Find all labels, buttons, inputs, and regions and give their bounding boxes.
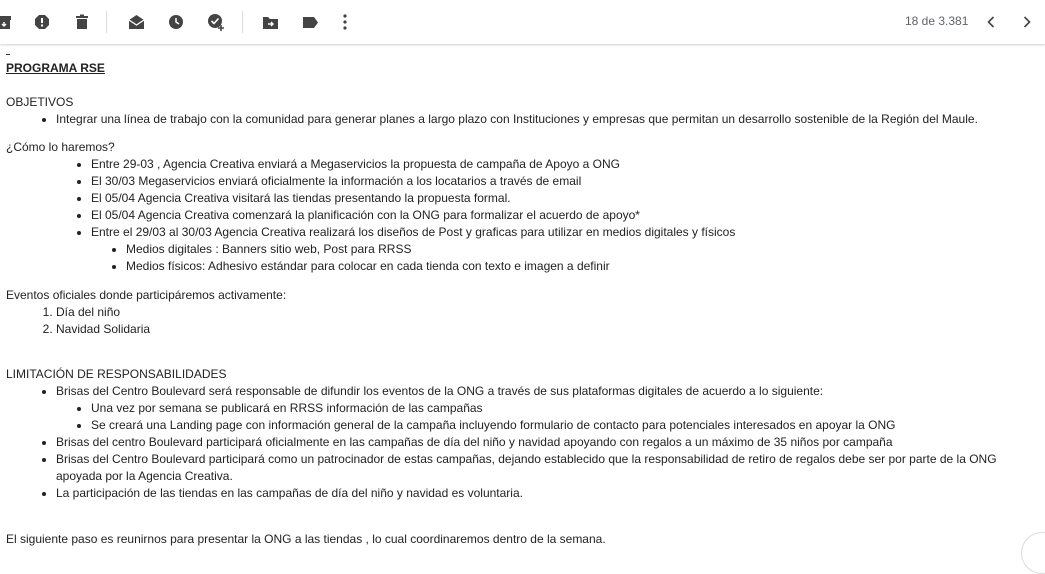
list-item: • El 05/04 Agencia Creativa visitará las tiendas presentando la propuesta formal. xyxy=(91,190,1036,207)
list-item: • Brisas del Centro Boulevard participará como un patrocinador de estas campañas, dejando establecido que la responsabilidad de retiro de regalos debe ser por parte de la ONG apoyada por la Agencia Creativa. xyxy=(56,451,1036,485)
delete-icon[interactable] xyxy=(72,12,92,32)
list-item: 2. Navidad Solidaria xyxy=(56,321,1036,338)
list-item: • Integrar una línea de trabajo con la comunidad para generar planes a largo plazo con Instituciones y empresas que permitan un desarrollo sostenible de la Región del Maule. xyxy=(56,111,1036,128)
limitacion-list xyxy=(6,383,1036,502)
snooze-icon[interactable] xyxy=(166,12,186,32)
add-task-icon[interactable] xyxy=(206,12,226,32)
list-item: • El 05/04 Agencia Creativa comenzará la planificación con la ONG para formalizar el acuerdo de apoyo* xyxy=(91,207,1036,224)
list-item: • Una vez por semana se publicará en RRSS información de las campañas xyxy=(91,400,1036,417)
list-item: • La participación de las tiendas en las campañas de día del niño y navidad es voluntaria. xyxy=(56,485,1036,502)
limitacion-heading: LIMITACIÓN DE RESPONSABILIDADES xyxy=(6,367,227,381)
more-icon[interactable] xyxy=(335,12,355,32)
program-title: PROGRAMA RSE xyxy=(6,61,105,75)
list-item: • Entre 29-03 , Agencia Creativa enviará a Megaservicios la propuesta de campaña de Apoyo a ONG xyxy=(91,156,1036,173)
objetivos-list xyxy=(6,111,1036,128)
newer-chevron-left-icon[interactable] xyxy=(981,12,1001,32)
como-sublist xyxy=(91,241,1036,275)
list-item: • Medios digitales : Banners sitio web, Post para RRSS xyxy=(126,241,1036,258)
list-item: 1. Día del niño xyxy=(56,304,1036,321)
list-item-text: Brisas del Centro Boulevard será responsable de difundir los eventos de la ONG a través de sus plataformas digitales de acuerdo a lo siguiente: xyxy=(56,384,824,398)
como-list xyxy=(6,156,1036,275)
list-item xyxy=(91,224,1036,275)
report-spam-icon[interactable] xyxy=(32,12,52,32)
list-item: • Brisas del centro Boulevard participará oficialmente en las campañas de día del niño y navidad apoyando con regalos a un máximo de 35 niños por campaña xyxy=(56,434,1036,451)
list-item: • Se creará una Landing page con información general de la campaña incluyendo formulario de contacto para potenciales interesados en apoyar la ONG xyxy=(91,417,1036,434)
pagination-count: 18 de 3.381 xyxy=(905,14,969,28)
como-heading: ¿Cómo lo haremos? xyxy=(6,140,115,154)
label-icon[interactable] xyxy=(300,12,320,32)
email-body xyxy=(6,54,1036,548)
eventos-heading: Eventos oficiales donde participáremos activamente: xyxy=(6,288,287,302)
older-chevron-right-icon[interactable] xyxy=(1017,12,1037,32)
mark-unread-icon[interactable] xyxy=(126,12,146,32)
email-toolbar xyxy=(0,0,1045,44)
list-item-text: Entre el 29/03 al 30/03 Agencia Creativa realizará los diseños de Post y graficas para utilizar en medios digitales y físicos xyxy=(91,225,736,239)
closing-text: El siguiente paso es reunirnos para presentar la ONG a las tiendas , lo cual coordinaremos dentro de la semana. xyxy=(6,532,606,546)
archive-icon[interactable] xyxy=(0,12,14,32)
limitacion-sublist xyxy=(56,400,1036,434)
list-item: • Medios físicos: Adhesivo estándar para colocar en cada tienda con texto e imagen a definir xyxy=(126,258,1036,275)
move-to-icon[interactable] xyxy=(260,12,280,32)
objetivos-heading: OBJETIVOS xyxy=(6,95,74,109)
list-item xyxy=(56,383,1036,434)
eventos-list xyxy=(6,304,1036,338)
list-item: • El 30/03 Megaservicios enviará oficialmente la información a los locatarios a través de email xyxy=(91,173,1036,190)
